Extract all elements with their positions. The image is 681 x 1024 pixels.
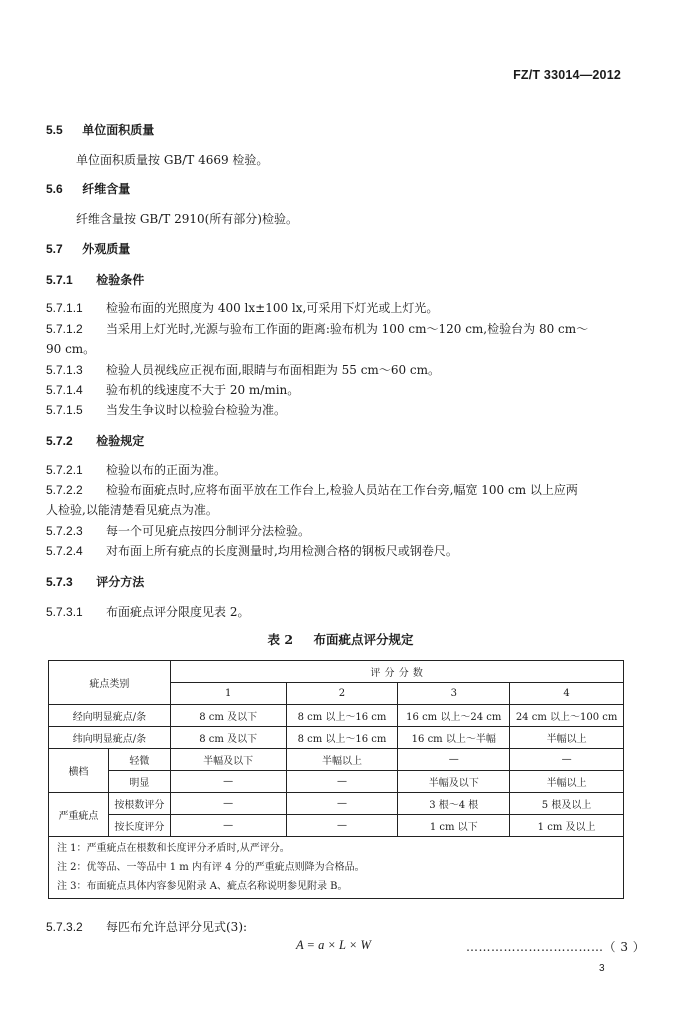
clause-5-7-1-4: [46, 381, 299, 398]
table-cell: —: [286, 793, 398, 815]
defect-score-table: [48, 660, 624, 899]
table-note: 注 1：严重疵点在根数和长度评分矛盾时,从严评分。: [57, 843, 290, 854]
table-cell: —: [286, 815, 398, 837]
clause-text: 每匹布允许总评分见式(3):: [106, 920, 248, 934]
section-5-7-3-heading: [46, 573, 144, 590]
section-5-5-heading: [46, 121, 154, 138]
table-cell: —: [510, 749, 624, 771]
clause-5-7-1-5: [46, 401, 286, 418]
table-cell: 1 cm 及以上: [510, 815, 624, 837]
clause-number: 5.7.2.1: [46, 463, 83, 477]
clause-number: 5.7.1.5: [46, 403, 83, 417]
table-header-row: [49, 661, 624, 683]
table-notes-row: [49, 837, 624, 899]
table-row-bar-light: [49, 749, 624, 771]
standard-code-header: FZ/T 33014—2012: [513, 68, 621, 82]
section-5-7-2-heading: [46, 432, 144, 449]
clause-text: 验布机的线速度不大于 20 m/min。: [106, 383, 300, 397]
clause-5-7-2-2-continuation: 人检验,以能清楚看见疵点为准。: [46, 503, 218, 517]
clause-5-7-1-2: [46, 320, 588, 337]
section-number: 5.5: [46, 123, 63, 137]
row-label: 经向明显疵点/条: [49, 705, 171, 727]
score-col-4: 4: [510, 683, 624, 705]
row-sublabel: 明显: [108, 771, 170, 793]
table-notes: [49, 837, 624, 899]
clause-number: 5.7.1.4: [46, 383, 83, 397]
row-sublabel: 按根数评分: [108, 793, 170, 815]
section-title: 单位面积质量: [82, 123, 155, 137]
table-cell: 16 cm 以上～半幅: [398, 727, 510, 749]
clause-5-7-1-3: [46, 361, 440, 378]
page-number: 3: [599, 963, 605, 974]
score-col-1: 1: [170, 683, 286, 705]
table-row-severe-count: [49, 793, 624, 815]
clause-5-7-1-2-continuation: 90 cm。: [46, 342, 96, 356]
table-cell: 24 cm 以上～100 cm: [510, 705, 624, 727]
clause-text: 当发生争议时以检验台检验为准。: [106, 403, 287, 417]
table-cell: —: [170, 771, 286, 793]
row-group-label: 横档: [49, 749, 109, 793]
section-number: 5.7.3: [46, 575, 73, 589]
table-note: 注 3：布面疵点具体内容参见附录 A、疵点名称说明参见附录 B。: [57, 881, 348, 892]
clause-number: 5.7.2.3: [46, 524, 83, 538]
table-caption-title: 布面疵点评分规定: [313, 632, 414, 647]
table-cell: 8 cm 及以下: [170, 727, 286, 749]
formula-expression: A = a × L × W: [296, 938, 371, 952]
table-cell: 16 cm 以上～24 cm: [398, 705, 510, 727]
score-col-2: 2: [286, 683, 398, 705]
table-row-bar-obvious: [49, 771, 624, 793]
table-row-severe-length: [49, 815, 624, 837]
section-title: 纤维含量: [82, 182, 131, 196]
clause-number: 5.7.2.4: [46, 544, 83, 558]
section-title: 检验规定: [96, 434, 145, 448]
header-score: 评 分 分 数: [170, 661, 623, 683]
row-sublabel: 轻微: [108, 749, 170, 771]
equation-number: ……………………………（ 3 ）: [466, 940, 646, 954]
table-cell: —: [398, 749, 510, 771]
table-cell: 8 cm 以上～16 cm: [286, 705, 398, 727]
clause-number: 5.7.1.3: [46, 363, 83, 377]
clause-text: 检验以布的正面为准。: [106, 463, 227, 477]
clause-number: 5.7.2.2: [46, 483, 83, 497]
table-cell: 5 根及以上: [510, 793, 624, 815]
section-5-6-heading: [46, 180, 130, 197]
table-note: 注 2：优等品、一等品中 1 m 内有评 4 分的严重疵点则降为合格品。: [57, 862, 365, 873]
table-cell: 3 根～4 根: [398, 793, 510, 815]
clause-text: 每一个可见疵点按四分制评分法检验。: [106, 524, 311, 538]
section-title: 外观质量: [82, 242, 131, 256]
clause-5-7-3-2: [46, 918, 247, 935]
clause-text: 布面疵点评分限度见表 2。: [106, 605, 250, 619]
table-row-warp: [49, 705, 624, 727]
clause-text: 检验布面疵点时,应将布面平放在工作台上,检验人员站在工作台旁,幅宽 100 cm 以上应两: [106, 483, 578, 497]
clause-text: 对布面上所有疵点的长度测量时,均用检测合格的钢板尺或钢卷尺。: [106, 544, 458, 558]
table-cell: 半幅及以下: [170, 749, 286, 771]
clause-text: 当采用上灯光时,光源与验布工作面的距离:验布机为 100 cm～120 cm,检验台为 80 cm～: [106, 322, 589, 336]
clause-number: 5.7.1.2: [46, 322, 83, 336]
section-number: 5.7.2: [46, 434, 73, 448]
table-caption-number: 表 2: [267, 632, 294, 647]
section-5-7-1-heading: [46, 271, 144, 288]
clause-5-7-1-1: [46, 299, 438, 316]
clause-number: 5.7.3.1: [46, 605, 83, 619]
clause-5-7-3-1: [46, 603, 249, 620]
table-cell: 8 cm 及以下: [170, 705, 286, 727]
clause-5-7-2-4: [46, 542, 458, 559]
table-cell: —: [286, 771, 398, 793]
section-5-7-heading: [46, 240, 130, 257]
section-title: 评分方法: [96, 575, 145, 589]
section-number: 5.7: [46, 242, 63, 256]
clause-text: 检验人员视线应正视布面,眼睛与布面相距为 55 cm～60 cm。: [106, 363, 440, 377]
table-cell: 半幅以上: [510, 727, 624, 749]
table-cell: 半幅及以下: [398, 771, 510, 793]
section-5-5-body: 单位面积质量按 GB/T 4669 检验。: [76, 153, 269, 167]
section-title: 检验条件: [96, 273, 145, 287]
clause-5-7-2-1: [46, 461, 226, 478]
clause-text: 检验布面的光照度为 400 lx±100 lx,可采用下灯光或上灯光。: [106, 301, 439, 315]
row-sublabel: 按长度评分: [108, 815, 170, 837]
section-number: 5.7.1: [46, 273, 73, 287]
clause-5-7-2-3: [46, 522, 310, 539]
table-cell: 1 cm 以下: [398, 815, 510, 837]
header-category: 疵点类别: [49, 661, 171, 705]
clause-5-7-2-2: [46, 481, 578, 498]
score-col-3: 3: [398, 683, 510, 705]
section-number: 5.6: [46, 182, 63, 196]
table-caption: [0, 630, 681, 648]
table-cell: 8 cm 以上～16 cm: [286, 727, 398, 749]
table-row-weft: [49, 727, 624, 749]
row-group-label: 严重疵点: [49, 793, 109, 837]
table-cell: 半幅以上: [286, 749, 398, 771]
clause-number: 5.7.1.1: [46, 301, 83, 315]
row-label: 纬向明显疵点/条: [49, 727, 171, 749]
table-cell: 半幅以上: [510, 771, 624, 793]
table-cell: —: [170, 793, 286, 815]
clause-number: 5.7.3.2: [46, 920, 83, 934]
table-cell: —: [170, 815, 286, 837]
section-5-6-body: 纤维含量按 GB/T 2910(所有部分)检验。: [76, 212, 298, 226]
